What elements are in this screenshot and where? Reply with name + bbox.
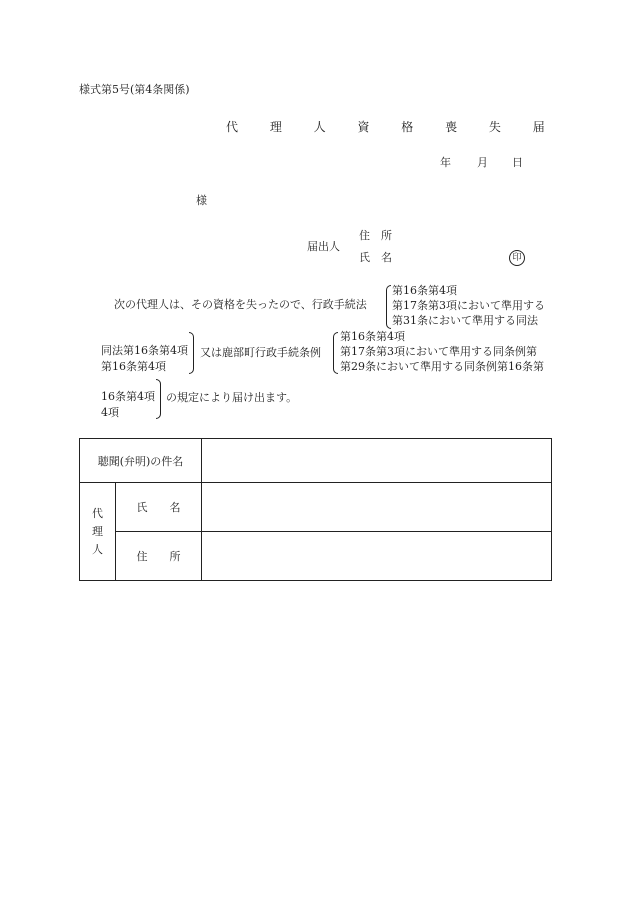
line2-mid: 又は鹿部町行政手続条例 bbox=[200, 346, 321, 359]
hearing-label: 聴聞(弁明)の件名 bbox=[97, 454, 184, 468]
notifier-address-label: 住 所 bbox=[359, 229, 392, 242]
law-option: 第16条第4項 bbox=[392, 284, 457, 297]
body-line1-prefix: 次の代理人は、その資格を失ったので、行政手続法 bbox=[114, 298, 367, 311]
agent-address-value-cell[interactable] bbox=[202, 532, 552, 581]
notifier-label: 届出人 bbox=[307, 240, 340, 253]
line2-left: 第16条第4項 bbox=[101, 360, 166, 373]
left-brace bbox=[333, 332, 338, 374]
notifier-name-label: 氏 名 bbox=[359, 251, 392, 264]
agent-label-cell bbox=[80, 483, 116, 581]
line3-left: 4項 bbox=[101, 406, 119, 419]
law-option: 第17条第3項において準用する bbox=[392, 299, 545, 312]
ordinance-option: 第29条において準用する同条例第16条第 bbox=[340, 360, 544, 373]
agent-name-label-cell bbox=[116, 483, 202, 532]
ordinance-option: 第16条第4項 bbox=[340, 330, 405, 343]
addressee-suffix: 様 bbox=[196, 194, 207, 207]
ordinance-option: 第17条第3項において準用する同条例第 bbox=[340, 345, 537, 358]
date-year: 年 bbox=[440, 156, 451, 169]
line3-left: 16条第4項 bbox=[101, 390, 155, 403]
hearing-value-cell[interactable] bbox=[202, 439, 552, 483]
form-title: 代 理 人 資 格 喪 失 届 bbox=[226, 120, 559, 134]
agent-name-label: 氏 名 bbox=[136, 501, 181, 514]
agent-name-value-cell[interactable] bbox=[202, 483, 552, 532]
right-brace bbox=[156, 379, 161, 419]
seal-icon: 印 bbox=[509, 250, 525, 266]
right-brace bbox=[189, 332, 194, 374]
agent-table bbox=[79, 438, 552, 581]
agent-address-label: 住 所 bbox=[136, 550, 181, 563]
hearing-label-cell bbox=[80, 439, 202, 483]
date-month: 月 bbox=[477, 156, 488, 169]
agent-address-label-cell bbox=[116, 532, 202, 581]
agent-label-char: 代 bbox=[92, 506, 103, 520]
date-day: 日 bbox=[512, 156, 523, 169]
agent-label-char: 人 bbox=[92, 542, 103, 556]
form-number: 様式第5号(第4条関係) bbox=[79, 83, 190, 96]
agent-label-char: 理 bbox=[92, 524, 103, 538]
line3-suffix: の規定により届け出ます。 bbox=[166, 391, 298, 404]
left-brace bbox=[386, 285, 391, 329]
law-option: 第31条において準用する同法 bbox=[392, 314, 538, 327]
line2-left: 同法第16条第4項 bbox=[101, 344, 188, 357]
